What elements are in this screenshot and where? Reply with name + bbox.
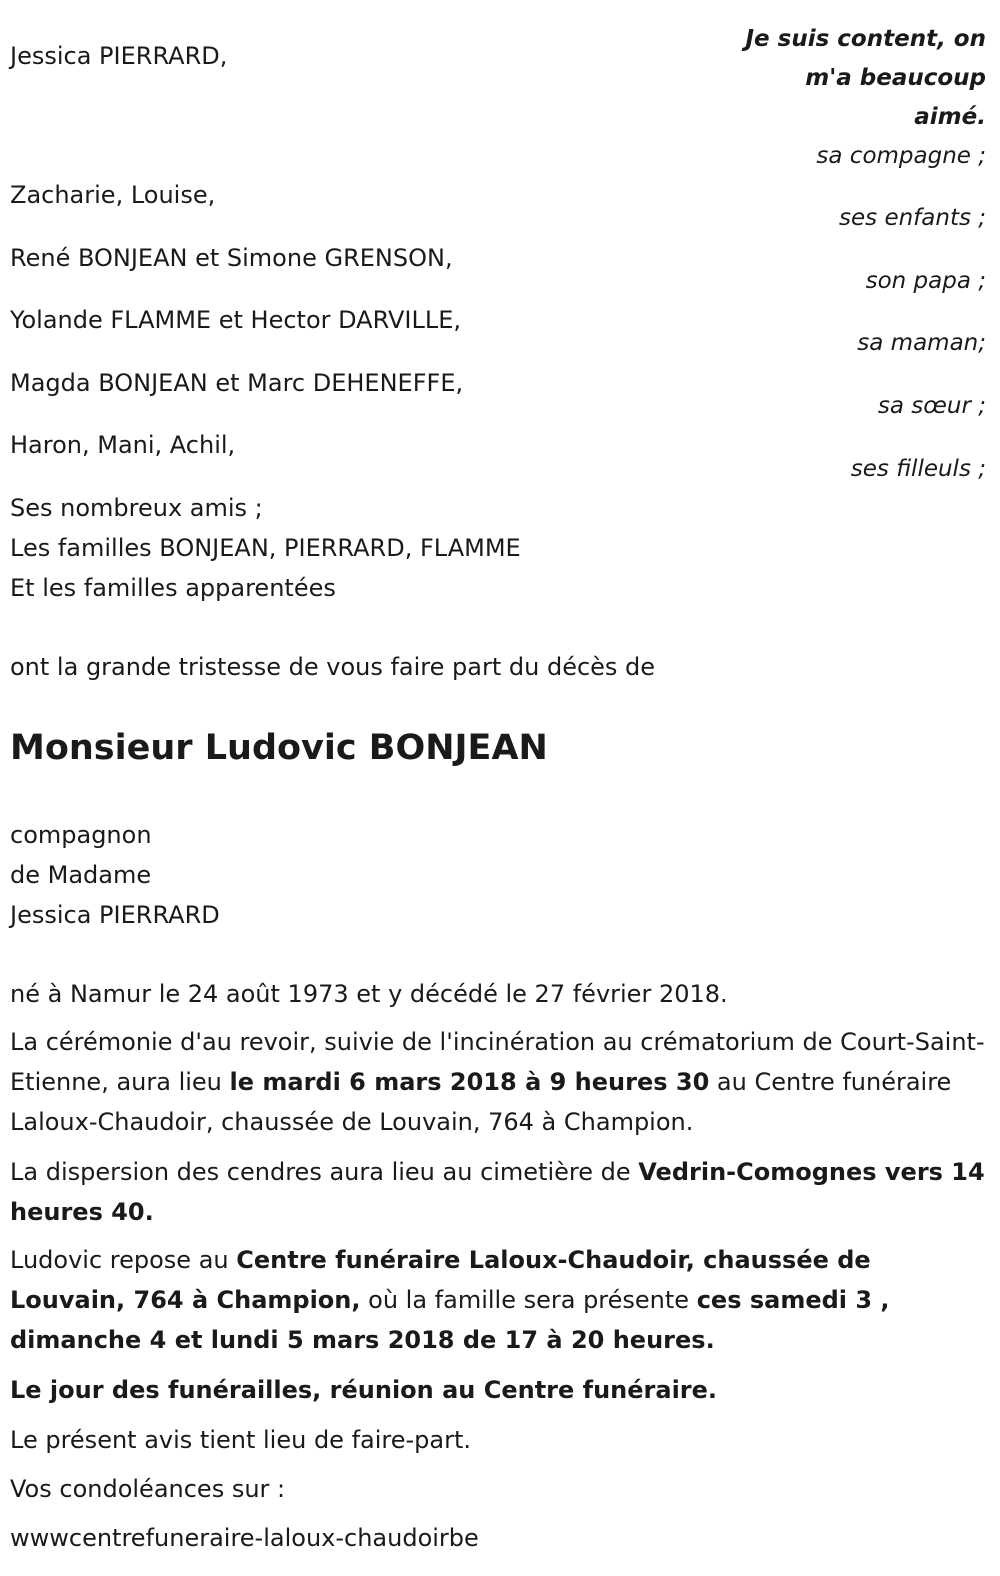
family-member-names: Magda BONJEAN et Marc DEHENEFFE,	[10, 369, 464, 397]
family-member-relation: sa maman;	[857, 330, 986, 356]
others-line: Ses nombreux amis ;	[10, 494, 263, 522]
family-member-names: Yolande FLAMME et Hector DARVILLE,	[10, 306, 461, 334]
repose-location: Centre funéraire Laloux-Chaudoir, chaussée de Louvain, 764 à Champion,	[10, 1246, 871, 1314]
quote-line: aimé.	[914, 104, 986, 130]
ceremony-location: au Centre funéraire Laloux-Chaudoir, chaussée de Louvain, 764 à Champion.	[10, 1068, 952, 1136]
funeral-day-text: Le jour des funérailles, réunion au Centre funéraire.	[10, 1376, 718, 1404]
companion-line: compagnon	[10, 821, 152, 849]
quote-line: m'a beaucoup	[805, 65, 986, 91]
announcement-text: ont la grande tristesse de vous faire part du décès de	[10, 653, 656, 681]
family-member-names: René BONJEAN et Simone GRENSON,	[10, 244, 453, 272]
quote-line: Je suis content, on	[745, 26, 986, 52]
others-line: Les familles BONJEAN, PIERRARD, FLAMME	[10, 534, 521, 562]
family-member-names: Jessica PIERRARD,	[10, 42, 228, 70]
repose-paragraph	[10, 1240, 985, 1360]
repose-text-2: où la famille sera présente	[360, 1286, 697, 1314]
family-member-relation: sa compagne ;	[816, 143, 986, 169]
others-line: Et les familles apparentées	[10, 574, 336, 602]
family-member-names: Zacharie, Louise,	[10, 181, 216, 209]
repose-text: Ludovic repose au	[10, 1246, 237, 1274]
notice-text: Le présent avis tient lieu de faire-part.	[10, 1426, 472, 1454]
birth-death-text: né à Namur le 24 août 1973 et y décédé le 27 février 2018.	[10, 980, 728, 1008]
condolences-website-link[interactable]: wwwcentrefuneraire-laloux-chaudoirbe	[10, 1524, 479, 1552]
repose-visiting-hours: ces samedi 3 , dimanche 4 et lundi 5 mars 2018 de 17 à 20 heures.	[10, 1286, 890, 1354]
deceased-name: Monsieur Ludovic BONJEAN	[10, 728, 548, 768]
dispersion-text: La dispersion des cendres aura lieu au cimetière de	[10, 1158, 639, 1186]
family-member-relation: son papa ;	[865, 268, 986, 294]
dispersion-paragraph	[10, 1152, 985, 1232]
epitaph-quote	[726, 20, 986, 137]
ceremony-date: le mardi 6 mars 2018 à 9 heures 30	[229, 1068, 710, 1096]
ceremony-paragraph	[10, 1022, 985, 1142]
ceremony-text: La cérémonie d'au revoir, suivie de l'incinération au crématorium de Court-Saint-Etienne, aura lieu	[10, 1028, 985, 1096]
condolences-label: Vos condoléances sur :	[10, 1475, 286, 1503]
dispersion-details: Vedrin-Comognes vers 14 heures 40.	[10, 1158, 985, 1226]
family-member-relation: sa sœur ;	[877, 393, 986, 419]
companion-line: de Madame	[10, 861, 152, 889]
family-member-relation: ses enfants ;	[839, 205, 986, 231]
family-member-relation: ses filleuls ;	[850, 456, 986, 482]
companion-line: Jessica PIERRARD	[10, 901, 220, 929]
family-member-names: Haron, Mani, Achil,	[10, 431, 236, 459]
